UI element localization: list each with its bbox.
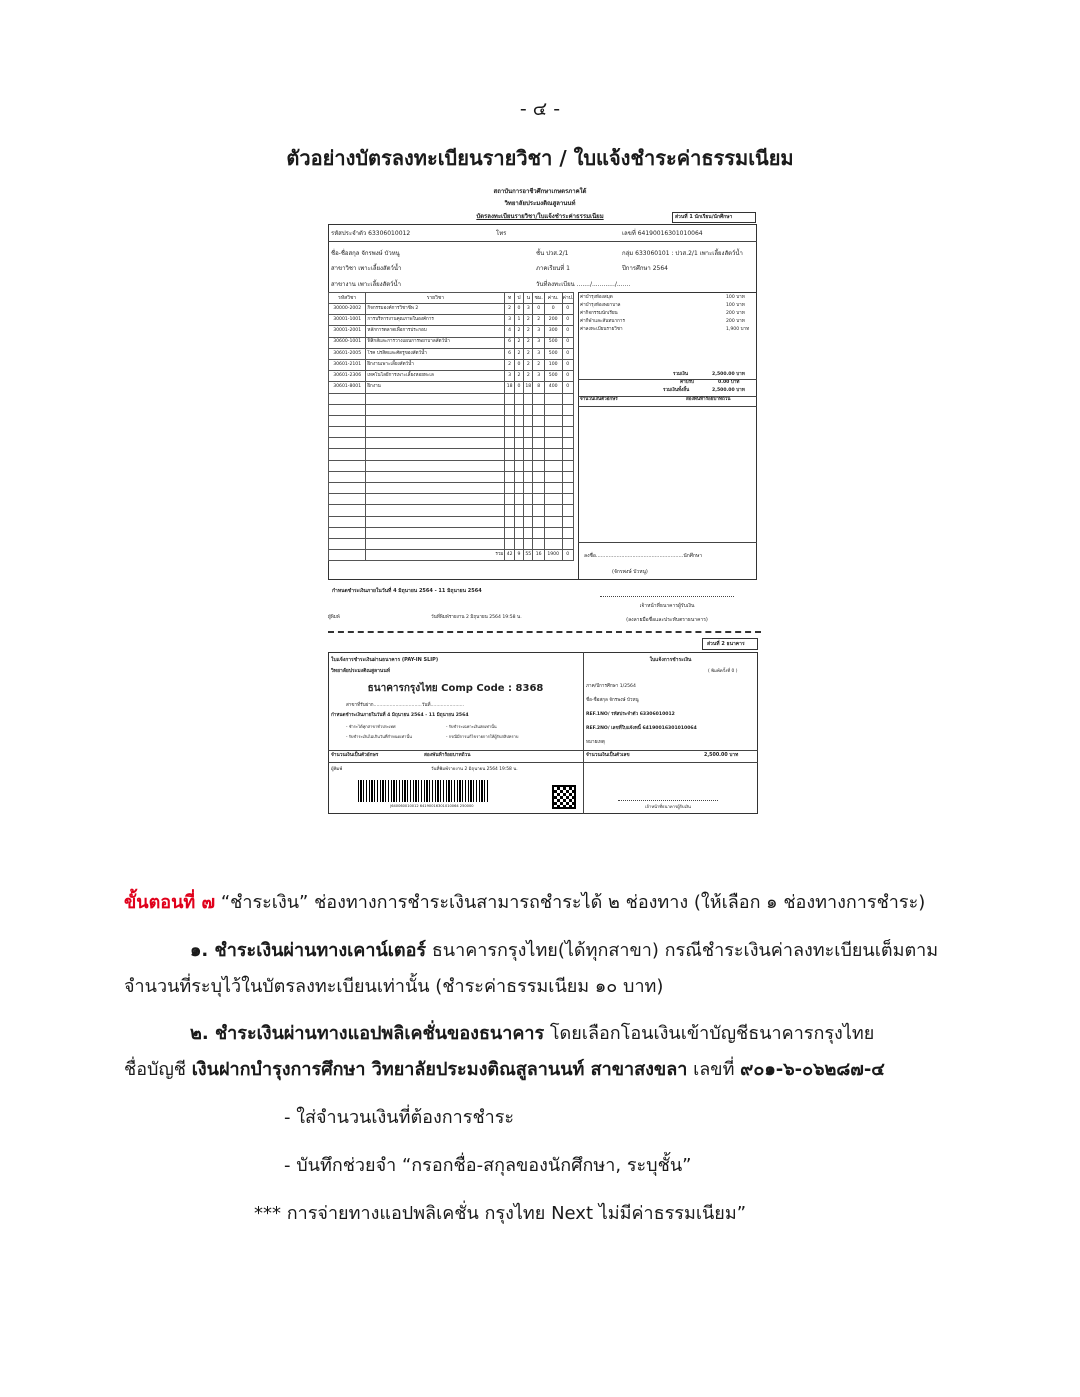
total-cell: 1900 [544, 550, 562, 561]
course-cell: กิจกรรมองค์การวิชาชีพ 2 [366, 304, 505, 315]
course-cell: 2 [514, 371, 523, 382]
empty-course-row [329, 449, 574, 460]
course-header-cell: รหัสวิชา [329, 293, 366, 304]
course-cell: 2 [524, 371, 533, 382]
course-row [329, 382, 574, 393]
course-cell: 0 [562, 315, 574, 326]
payin-note-c: - รับชำระเงินไม่เกินวันที่กำหนดเท่านั้น [346, 734, 412, 739]
payin-print-date: วันที่พิมพ์รายงาน 2 มิถุนายน 2564 19:58 น. [431, 767, 518, 772]
course-cell: 6 [505, 337, 514, 348]
slip-semester: ภาคเรียนที่ 1 [536, 265, 570, 272]
registration-slip-image [316, 184, 764, 818]
course-cell: 2 [524, 337, 533, 348]
payin-remark: หมายเหตุ [586, 740, 605, 745]
fee-sum-value: 2,500.00 บาท [712, 372, 745, 377]
course-cell: 200 [544, 315, 562, 326]
course-cell: 3 [505, 371, 514, 382]
course-cell: 30600-1001 [329, 337, 366, 348]
slip-phone: โทร [496, 230, 507, 237]
course-cell: 0 [562, 371, 574, 382]
course-cell: 2 [524, 315, 533, 326]
fee-grand-value: 2,500.00 บาท [712, 388, 745, 393]
course-cell: 30601-2101 [329, 359, 366, 370]
payin-ref1: REF.1NO/ รหัสประจำตัว 63306010012 [586, 712, 675, 717]
course-cell: 500 [544, 337, 562, 348]
option-1-heading: ๑. ชำระเงินผ่านทางเคาน์เตอร์ [190, 940, 427, 961]
empty-course-row [329, 427, 574, 438]
course-row [329, 359, 574, 370]
slip-level: ชั้น ปวส.2/1 [536, 250, 569, 257]
payin-words-value: สองพันห้าร้อยบาทถ้วน [424, 753, 471, 758]
course-cell: 3 [533, 348, 544, 359]
course-cell: 0 [514, 382, 523, 393]
course-cell: 2 [505, 304, 514, 315]
empty-course-row [329, 516, 574, 527]
step-7-line [124, 889, 925, 916]
course-cell: 2 [533, 315, 544, 326]
bullet-amount: - ใส่จำนวนเงินที่ต้องการชำระ [284, 1107, 515, 1128]
course-cell: 0 [562, 359, 574, 370]
payin-words-label: จำนวนเงินเป็นตัวอักษร [331, 753, 379, 758]
course-total-row [329, 550, 574, 561]
slip-name: ชื่อ-ชื่อสกุล จักรพงษ์ บัวหนู [331, 250, 400, 257]
option-2-text: โดยเลือกโอนเงินเข้าบัญชีธนาคารกรุงไทย [544, 1023, 875, 1044]
step-label: ขั้นตอนที่ ๗ [124, 892, 216, 913]
step-text: “ชำระเงิน” ช่องทางการชำระเงินสามารถชำระได้ ๒ ช่องทาง (ให้เลือก ๑ ช่องทางการชำระ) [215, 892, 926, 913]
amount-words-label: จำนวนเงินตัวอักษร [580, 397, 618, 402]
option-2-line [190, 1020, 874, 1047]
bullet-memo: - บันทึกช่วยจำ “กรอกชื่อ-สกุลของนักศึกษา, ระบุชั้น” [284, 1155, 692, 1176]
course-cell: 0 [562, 348, 574, 359]
course-cell: 0 [533, 304, 544, 315]
course-cell: เทคโนโลยีการเพาะเลี้ยงหอยทะเล [366, 371, 505, 382]
option-1-line [190, 937, 938, 964]
empty-course-row [329, 494, 574, 505]
slip-reg-date: วันที่ลงทะเบียน ......./............/....... [536, 281, 631, 288]
course-cell: 8 [533, 382, 544, 393]
course-cell: 18 [505, 382, 514, 393]
slip-part2-label: ส่วนที่ 2 ธนาคาร [707, 641, 745, 647]
course-cell: 18 [524, 382, 533, 393]
course-cell: 2 [524, 359, 533, 370]
empty-course-row [329, 393, 574, 404]
course-row [329, 326, 574, 337]
course-header-cell: ชม. [533, 293, 544, 304]
course-cell: 3 [524, 304, 533, 315]
empty-course-row [329, 404, 574, 415]
total-cell: 16 [533, 550, 544, 561]
fee-amount: 100 บาท [726, 303, 745, 308]
payin-term: ภาค/ปีการศึกษา 1/2564 [586, 684, 636, 689]
fees-box [578, 292, 757, 580]
page-number: - ๔ - [519, 98, 561, 120]
total-label: รวม [366, 550, 505, 561]
courses-table [328, 292, 574, 561]
slip-institute: สถาบันการอาชีวศึกษาเกษตรภาคใต้ [493, 188, 587, 195]
slip-year: ปีการศึกษา 2564 [622, 265, 668, 272]
empty-course-row [329, 460, 574, 471]
course-cell: 2 [524, 348, 533, 359]
total-cell: 9 [514, 550, 523, 561]
course-cell: หลักการตลาดเพื่อการประกอบ [366, 326, 505, 337]
course-header-cell: รายวิชา [366, 293, 505, 304]
course-header-cell: ค่าป. [562, 293, 574, 304]
payin-deadline: กำหนดชำระเงินภายในวันที่ 4 มิถุนายน 2564 - 11 มิถุนายน 2564 [331, 713, 469, 718]
course-cell: 4 [505, 326, 514, 337]
payin-title: ใบแจ้งการชำระเงินผ่านธนาคาร (PAY-IN SLIP) [331, 657, 439, 663]
payin-payer: ชื่อ-ชื่อสกุล จักรพงษ์ บัวหนู [586, 698, 639, 703]
total-cell: 42 [505, 550, 514, 561]
slip-major: สาขาวิชา เพาะเลี้ยงสัตว์น้ำ [331, 265, 402, 272]
account-no-label: เลขที่ [687, 1059, 741, 1080]
course-cell: 3 [533, 371, 544, 382]
fee-amount: 200 บาท [726, 311, 745, 316]
fee-amount: 200 บาท [726, 319, 745, 324]
course-row [329, 371, 574, 382]
course-cell: ฝึกงาน [366, 382, 505, 393]
course-cell: 0 [562, 304, 574, 315]
amount-words: สองพันห้าร้อยบาทถ้วน [686, 397, 731, 402]
branch-line: สาขาที่รับฝาก.................................วันที่....................... [346, 703, 465, 708]
total-cell: 55 [524, 550, 533, 561]
payin-college: วิทยาลัยประมงติณสูลานนท์ [331, 668, 391, 674]
course-cell: 2 [514, 326, 523, 337]
slip-card-title: บัตรลงทะเบียนรายวิชา/ใบแจ้งชำระค่าธรรมเนียม [476, 213, 604, 220]
bank-officer-note: (ลงลายมือชื่อและประทับตราธนาคาร) [626, 617, 708, 623]
account-number: ๙๐๑-๖-๐๖๒๘๗-๔ [740, 1059, 885, 1080]
course-cell: 2 [533, 359, 544, 370]
payin-note-a: - ชำระได้ทุกสาขาทั่วประเทศ [346, 724, 396, 729]
printed-by: ผู้พิมพ์ [328, 615, 340, 620]
empty-course-row [329, 483, 574, 494]
course-cell: 0 [562, 337, 574, 348]
account-name-label: ชื่อบัญชี [124, 1059, 192, 1080]
course-cell: ฝึกงานเพาะเลี้ยงสัตว์น้ำ [366, 359, 505, 370]
course-row [329, 337, 574, 348]
course-cell: 30000-2002 [329, 304, 366, 315]
fee-label: ค่ากิจกรรมนักเรียน [580, 311, 618, 316]
course-cell: 3 [533, 337, 544, 348]
fee-amount: 100 บาท [726, 295, 745, 300]
course-cell: 30601-8001 [329, 382, 366, 393]
course-cell: 30601-2306 [329, 371, 366, 382]
amount-number-label: จำนวนเงินเป็นตัวเลข [586, 753, 630, 758]
course-cell: 3 [505, 315, 514, 326]
course-cell: 2 [505, 359, 514, 370]
fee-grand-label: รวมเงินทั้งสิ้น [663, 388, 690, 393]
qr-code [552, 785, 576, 809]
cut-line [328, 631, 761, 633]
bank-officer-label: เจ้าหน้าที่ธนาคารผู้รับเงิน [639, 603, 695, 609]
course-cell: 2 [524, 326, 533, 337]
course-cell: 30601-2005 [329, 348, 366, 359]
course-cell: 30001-2001 [329, 326, 366, 337]
barcode [358, 780, 490, 802]
course-header-cell: ท [505, 293, 514, 304]
fee-amount: 1,900 บาท [726, 327, 750, 332]
fee-fine-label: ค่าปรับ [680, 380, 694, 385]
fee-sum-label: รวมเงิน [673, 372, 689, 377]
student-sign-name: (จักรพงษ์ บัวหนู) [612, 569, 648, 575]
fee-label: ค่าบำรุงห้องสมุด [580, 295, 613, 300]
option-1-line-2: จำนวนที่ระบุไว้ในบัตรลงทะเบียนเท่านั้น (ชำระค่าธรรมเนียม ๑๐ บาท) [124, 976, 664, 997]
fee-fine-value: 0.00 บาท [718, 380, 740, 385]
slip-occupation: สาขางาน เพาะเลี้ยงสัตว์น้ำ [331, 281, 401, 288]
course-row [329, 315, 574, 326]
fee-label: ค่าบำรุงห้องพยาบาล [580, 303, 621, 308]
course-cell: 100 [544, 359, 562, 370]
course-row [329, 348, 574, 359]
total-cell: 0 [562, 550, 574, 561]
course-cell: 0 [514, 304, 523, 315]
payin-note-b: - รับชำระเฉพาะเงินสดเท่านั้น [446, 724, 497, 729]
account-name: เงินฝากบำรุงการศึกษา วิทยาลัยประมงติณสูลานนท์ สาขาสงขลา [191, 1059, 688, 1080]
empty-course-row [329, 471, 574, 482]
payin-note-d: - กรณีมีการแก้ไขรายการให้ผู้รับสลิปทราบ [446, 734, 519, 739]
course-cell: 500 [544, 371, 562, 382]
empty-course-row [329, 527, 574, 538]
slip-group: กลุ่ม 633060101 : ปวส.2/1 เพาะเลี้ยงสัตว์น้ำ [622, 250, 743, 257]
slip-student-id: รหัสประจำตัว 63306010012 [331, 230, 411, 237]
course-cell: 0 [562, 382, 574, 393]
payin-ref2: REF.2NO/ เลขที่ใบแจ้งหนี้ 64190016301010064 [586, 726, 697, 731]
course-cell: 0 [514, 359, 523, 370]
fee-note: *** การจ่ายทางแอปพลิเคชั่น กรุงไทย Next ไม่มีค่าธรรมเนียม” [254, 1203, 747, 1224]
empty-course-row [329, 415, 574, 426]
course-cell: โรค ปรสิตและศัตรูของสัตว์น้ำ [366, 348, 505, 359]
course-cell: 1 [514, 315, 523, 326]
option-2-heading: ๒. ชำระเงินผ่านทางแอปพลิเคชั่นของธนาคาร [190, 1023, 545, 1044]
payin-officer: เจ้าหน้าที่ธนาคารผู้รับเงิน [645, 804, 691, 809]
page-title: ตัวอย่างบัตรลงทะเบียนรายวิชา / ใบแจ้งชำระค่าธรรมเนียม [286, 146, 794, 170]
empty-course-row [329, 538, 574, 549]
slip-ref-no: เลขที่ 64190016301010064 [622, 230, 703, 237]
course-cell: 0 [544, 304, 562, 315]
barcode-text: |640060010012 64190016301010064 250000 [390, 804, 474, 808]
course-cell: 2 [514, 337, 523, 348]
course-row [329, 304, 574, 315]
course-header-cell: ค่าบ. [544, 293, 562, 304]
notice-title: ใบแจ้งการชำระเงิน [649, 657, 692, 663]
course-cell: ฟิสิกส์และการวางแผนการพยาบาลสัตว์น้ำ [366, 337, 505, 348]
course-cell: การบริหารงานคุณภาพในองค์การ [366, 315, 505, 326]
course-cell: 2 [514, 348, 523, 359]
course-cell: 0 [562, 326, 574, 337]
bank-comp-code: ธนาคารกรุงไทย Comp Code : 8368 [367, 683, 544, 694]
course-header-cell: น [524, 293, 533, 304]
empty-course-row [329, 438, 574, 449]
fee-label: ค่ากีฬาและสันทนาการ [580, 319, 625, 324]
print-copy: ( พิมพ์ครั้งที่ 0 ) [708, 669, 738, 674]
empty-course-row [329, 505, 574, 516]
course-header-cell: ป [514, 293, 523, 304]
course-cell: 400 [544, 382, 562, 393]
print-date: วันที่พิมพ์รายงาน 2 มิถุนายน 2564 19:58 น. [431, 615, 522, 620]
course-cell: 6 [505, 348, 514, 359]
student-sign-line: ลงชื่อ.......................................................นักศึกษา [584, 553, 703, 559]
option-2-line-2 [124, 1056, 885, 1083]
course-cell: 300 [544, 326, 562, 337]
course-cell: 500 [544, 348, 562, 359]
course-cell: 30001-1001 [329, 315, 366, 326]
option-1-text: ธนาคารกรุงไทย(ได้ทุกสาขา) กรณีชำระเงินค่าลงทะเบียนเต็มตาม [426, 940, 939, 961]
payin-printed-by: ผู้พิมพ์ [331, 767, 343, 772]
course-cell: 3 [533, 326, 544, 337]
slip-part1-label: ส่วนที่ 1 นักเรียน/นักศึกษา [675, 214, 733, 220]
amount-number: 2,500.00 บาท [704, 753, 739, 758]
payment-deadline: กำหนดชำระเงินภายในวันที่ 4 มิถุนายน 2564 - 11 มิถุนายน 2564 [332, 588, 482, 594]
slip-college: วิทยาลัยประมงติณสูลานนท์ [504, 200, 576, 207]
fee-label: ค่าลงทะเบียนรายวิชา [580, 327, 623, 332]
